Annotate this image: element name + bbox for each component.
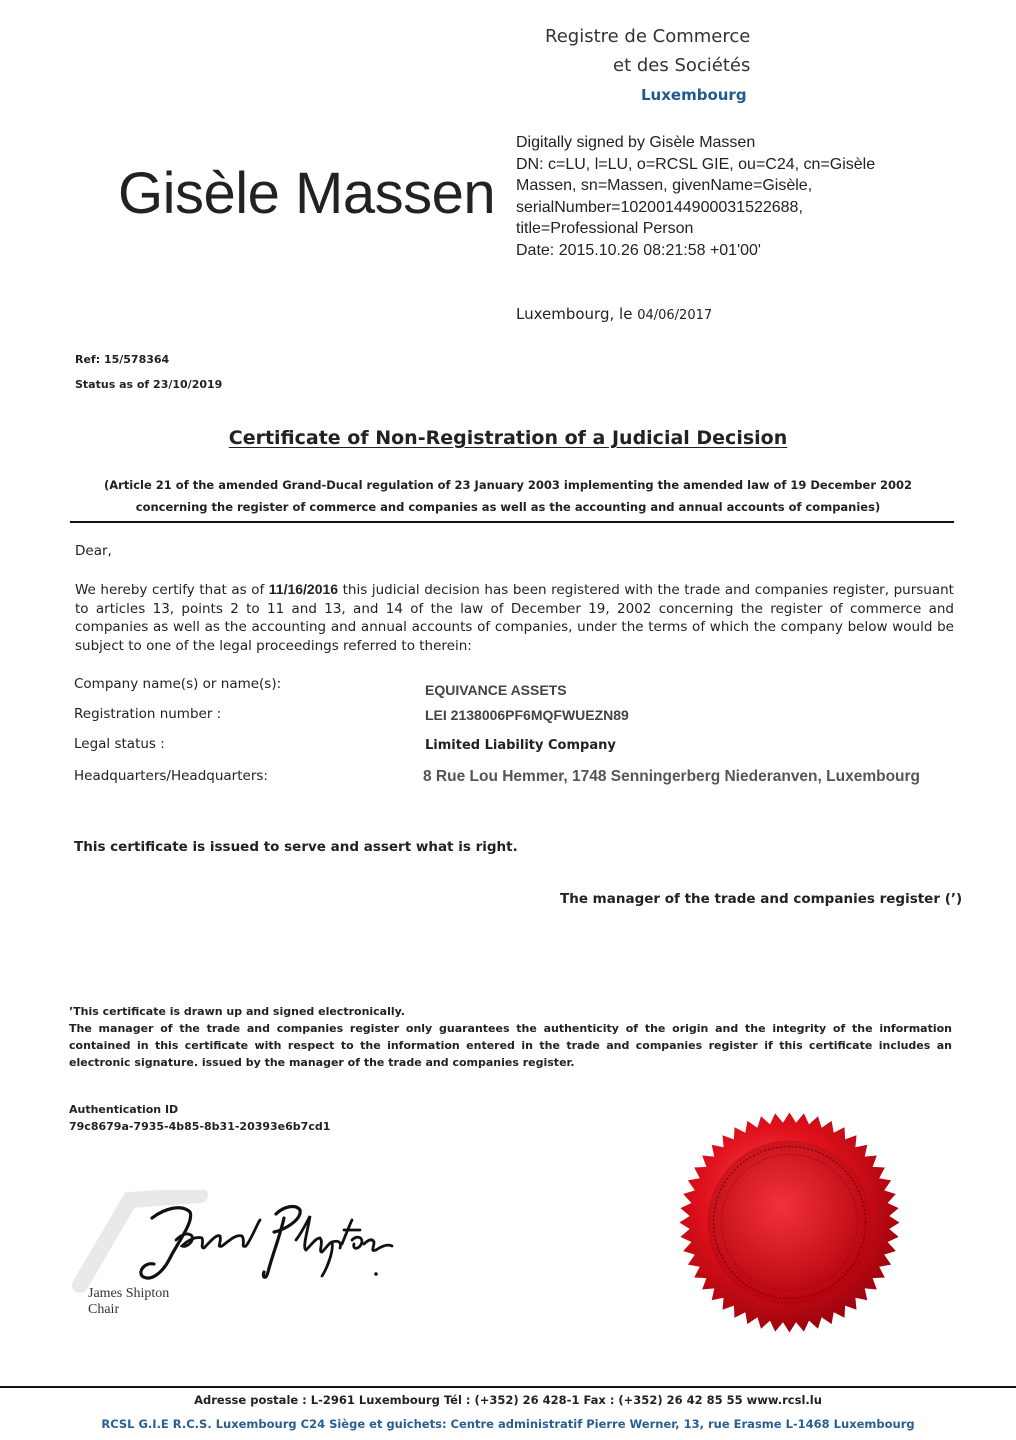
registration-number-label: Registration number :: [74, 706, 222, 722]
headquarters-label: Headquarters/Headquarters:: [74, 768, 268, 784]
red-seal-icon: [677, 1110, 902, 1335]
body-text-rest: this judicial decision has been registered with the trade and companies register, pursuant to articles 13, points 2 to 11 and 13, and 14 of the law of December 19, 2002 concerning the register of commerce and companies as well as the accounting and annual accounts of companies, under the terms of which the company below would be subject to one of the legal proceedings referred to therein:: [75, 582, 954, 654]
document-title: [0, 427, 1016, 449]
note-line-1: ’This certificate is drawn up and signed electronically.: [69, 1005, 405, 1018]
signature-line: Date: 2015.10.26 08:21:58 +01'00': [516, 241, 761, 259]
electronic-signature-note: [69, 1003, 952, 1071]
place-label: Luxembourg, le: [516, 305, 633, 323]
chair-name-block: [88, 1286, 169, 1318]
place-and-date: [516, 305, 712, 323]
digital-signature-details: [516, 132, 916, 261]
footer-divider: [0, 1386, 1016, 1388]
registry-name-line2: et des Sociétés: [613, 55, 751, 76]
divider: [70, 521, 954, 523]
note-line-2: The manager of the trade and companies register only guarantees the authenticity of the origin and the integrity of the information contained in this certificate with respect to the information entered in the trade and companies register if this certificate includes an electronic signature. issued by the manager of the trade and companies register.: [69, 1022, 952, 1069]
signature-line: serialNumber=10200144900031522688,: [516, 198, 803, 216]
article-reference: [70, 474, 946, 518]
salutation: Dear,: [75, 543, 112, 559]
document-title-text: Certificate of Non-Registration of a Judicial Decision: [228, 427, 788, 449]
body-text-start: We hereby certify that as of: [75, 582, 265, 598]
handwritten-signature: [70, 1190, 410, 1300]
legal-status-value: Limited Liability Company: [425, 738, 616, 753]
company-name-label: Company name(s) or name(s):: [74, 676, 282, 692]
signature-line: Massen, sn=Massen, givenName=Gisèle,: [516, 177, 813, 194]
chair-title: Chair: [88, 1302, 120, 1317]
signature-line: DN: c=LU, l=LU, o=RCSL GIE, ou=C24, cn=Gisèle: [516, 155, 876, 173]
issue-date: 04/06/2017: [637, 308, 713, 323]
digital-signer-name: Gisèle Massen: [118, 161, 496, 226]
registry-name-line1: Registre de Commerce: [545, 26, 751, 47]
signature-line: title=Professional Person: [516, 220, 694, 237]
certification-paragraph: [75, 580, 954, 655]
manager-statement: The manager of the trade and companies register (’): [560, 891, 963, 907]
legal-status-label: Legal status :: [74, 736, 165, 752]
article-line: concerning the register of commerce and companies as well as the accounting and annual accounts of companies): [135, 500, 881, 514]
headquarters-value: 8 Rue Lou Hemmer, 1748 Senningerberg Niederanven, Luxembourg: [423, 768, 920, 785]
company-name-value: EQUIVANCE ASSETS: [425, 682, 567, 698]
reference-number: Ref: 15/578364: [75, 353, 170, 366]
article-line: (Article 21 of the amended Grand-Ducal regulation of 23 January 2003 implementing the amended law of 19 December 2002: [103, 478, 913, 492]
issued-statement: This certificate is issued to serve and assert what is right.: [74, 839, 518, 855]
signature-line: Digitally signed by Gisèle Massen: [516, 134, 756, 151]
authentication-id-value: 79c8679a-7935-4b85-8b31-20393e6b7cd1: [69, 1120, 331, 1133]
footer-company-line: RCSL G.I.E R.C.S. Luxembourg C24 Siège et guichets: Centre administratif Pierre Werner, 13, rue Erasme L-1468 Luxembourg: [101, 1417, 915, 1431]
registration-date: 11/16/2016: [268, 581, 339, 597]
status-date: Status as of 23/10/2019: [75, 378, 223, 391]
chair-name: James Shipton: [88, 1286, 170, 1301]
footer-address-line: Adresse postale : L-2961 Luxembourg Tél : (+352) 26 428-1 Fax : (+352) 26 42 85 55 www.rcsl.lu: [194, 1393, 822, 1407]
registry-location: Luxembourg: [641, 86, 747, 104]
registration-number-value: LEI 2138006PF6MQFWUEZN89: [425, 707, 629, 723]
authentication-id-label: Authentication ID: [69, 1103, 179, 1116]
